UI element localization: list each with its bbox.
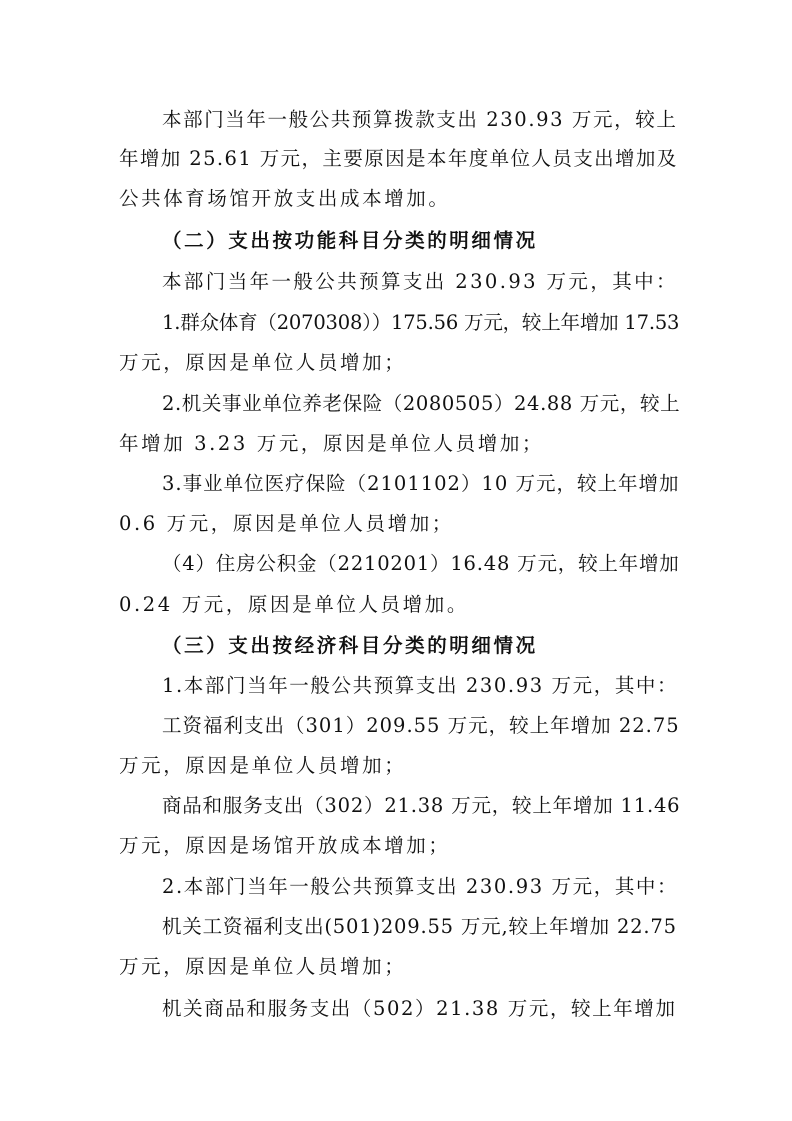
paragraph-line: 工资福利支出（301）209.55 万元，较上年增加 22.75 xyxy=(162,714,680,737)
paragraph-line: 2.本部门当年一般公共预算支出 230.93 万元，其中： xyxy=(162,875,679,898)
paragraph-line: 1.群众体育（2070308））175.56 万元，较上年增加 17.53 xyxy=(162,311,680,334)
paragraph-line: 机关商品和服务支出（502）21.38 万元，较上年增加 xyxy=(162,997,677,1020)
paragraph-line: 3.事业单位医疗保险（2101102）10 万元，较上年增加 xyxy=(162,472,680,495)
section-heading: （二）支出按功能科目分类的明细情况 xyxy=(162,229,538,252)
paragraph-line: 机关工资福利支出(501)209.55 万元,较上年增加 22.75 xyxy=(162,915,677,938)
paragraph-line: 商品和服务支出（302）21.38 万元，较上年增加 11.46 xyxy=(162,794,681,817)
paragraph-line: 公共体育场馆开放支出成本增加。 xyxy=(119,187,451,210)
paragraph-line: 0.24 万元，原因是单位人员增加。 xyxy=(119,593,469,616)
paragraph-line: 年增加 3.23 万元，原因是单位人员增加； xyxy=(119,432,545,455)
paragraph-line: 本部门当年一般公共预算拨款支出 230.93 万元，较上 xyxy=(162,108,678,131)
section-heading: （三）支出按经济科目分类的明细情况 xyxy=(162,634,538,657)
paragraph-line: 本部门当年一般公共预算支出 230.93 万元，其中： xyxy=(162,270,678,293)
paragraph-line: 万元，原因是单位人员增加； xyxy=(119,351,407,374)
paragraph-line: 万元，原因是单位人员增加； xyxy=(119,955,407,978)
paragraph-line: 年增加 25.61 万元，主要原因是本年度单位人员支出增加及 xyxy=(119,147,678,170)
paragraph-line: 2.机关事业单位养老保险（2080505）24.88 万元，较上 xyxy=(162,392,681,415)
paragraph-line: 万元，原因是场馆开放成本增加； xyxy=(119,834,451,857)
paragraph-line: 0.6 万元，原因是单位人员增加； xyxy=(119,512,454,535)
paragraph-line: 万元，原因是单位人员增加； xyxy=(119,754,407,777)
paragraph-line: 1.本部门当年一般公共预算支出 230.93 万元，其中： xyxy=(162,674,679,697)
paragraph-line: （4）住房公积金（2210201）16.48 万元，较上年增加 xyxy=(162,552,680,575)
